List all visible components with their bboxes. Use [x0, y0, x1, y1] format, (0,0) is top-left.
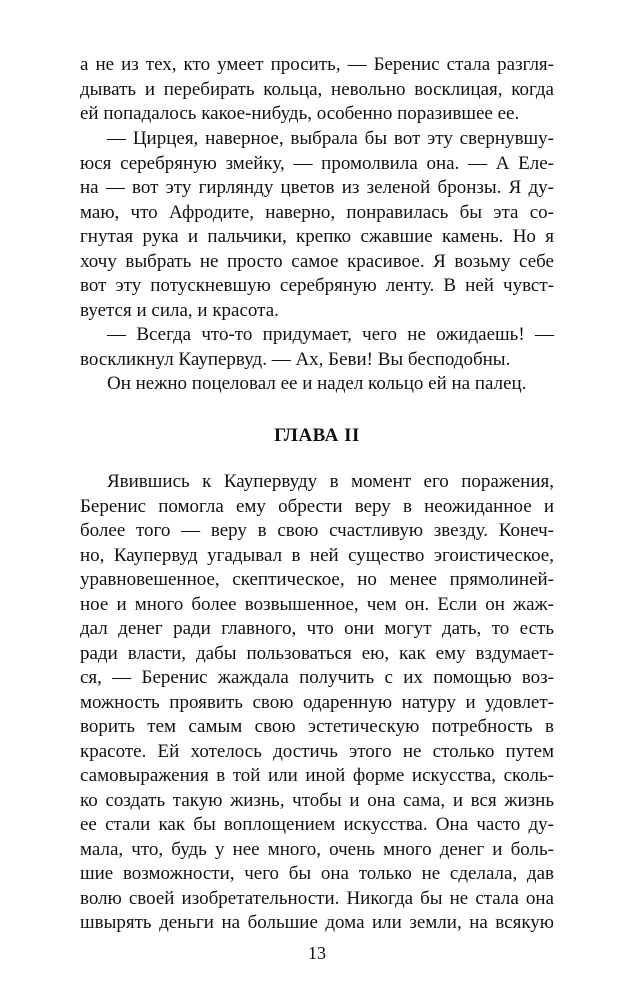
text-line: красоте. Ей хотелось достичь этого не столько путем: [80, 741, 554, 762]
text-line: швырять деньги на большие дома или земли, на всякую: [80, 912, 554, 933]
text-line: более того — веру в свою счастливую звезду. Конеч-: [80, 520, 554, 541]
text-line: уравновешенное, скептическое, но менее прямолиней-: [80, 569, 554, 590]
text-line: Беренис помогла ему обрести веру в неожиданное и: [80, 496, 554, 517]
text-line: Он нежно поцеловал ее и надел кольцо ей на палец.: [107, 373, 527, 394]
text-line: ворить тем самым свою эстетическую потребность в: [80, 716, 554, 737]
page-number: 13: [308, 943, 326, 963]
text-line: — Всегда что-то придумает, чего не ожидаешь! —: [107, 324, 554, 345]
text-line: маю, что Афродите, наверно, понравилась бы эта со-: [80, 202, 554, 223]
text-line: — Цирцея, наверное, выбрала бы вот эту свернувшу-: [107, 128, 554, 149]
text-line: а не из тех, кто умеет просить, — Беренис стала разгля-: [80, 54, 554, 75]
chapter-title: ГЛАВА II: [274, 425, 360, 446]
text-line: дал денег ради главного, что они могут дать, то есть: [80, 618, 554, 639]
text-line: ся, — Беренис жаждала получить с их помощью воз-: [80, 667, 554, 688]
text-line: юся серебряную змейку, — промолвила она. — А Еле-: [80, 153, 554, 174]
text-line: Явившись к Каупервуду в момент его поражения,: [107, 471, 554, 492]
text-line: ей попадалось какое-нибудь, особенно поразившее ее.: [80, 103, 520, 124]
text-line: волю своей изобретательности. Никогда бы не стала она: [80, 888, 554, 909]
text-line: мала, что, будь у нее много, очень много денег и боль-: [80, 839, 554, 860]
text-line: вуется и сила, и красота.: [80, 300, 279, 321]
text-line: на — вот эту гирлянду цветов из зеленой бронзы. Я ду-: [80, 177, 554, 198]
text-line: ное и много более возвышенное, чем он. Если он жаж-: [80, 594, 554, 615]
text-line: самовыражения в той или иной форме искусства, сколь-: [80, 765, 554, 786]
text-line: но, Каупервуд угадывал в ней существо эгоистическое,: [80, 545, 554, 566]
text-line: воскликнул Каупервуд. — Ах, Беви! Вы бесподобны.: [80, 349, 511, 370]
text-line: дывать и перебирать кольца, невольно восклицая, когда: [80, 79, 554, 100]
text-line: ее стали как бы воплощением искусства. Она часто ду-: [80, 814, 554, 835]
text-line: можность проявить свою одаренную натуру и удовлет-: [80, 692, 554, 713]
text-line: гнутая рука и пальчики, крепко сжавшие камень. Но я: [80, 226, 554, 247]
text-line: ради власти, дабы пользоваться ею, как ему вздумает-: [80, 643, 554, 664]
text-line: ко создать такую жизнь, чтобы и она сама, и вся жизнь: [80, 790, 554, 811]
text-line: вот эту потускневшую серебряную ленту. В ней чувст-: [80, 275, 554, 296]
text-line: хочу выбрать не просто самое красивое. Я возьму себе: [80, 251, 554, 272]
text-line: шие возможности, чего бы она только не сделала, дав: [80, 863, 554, 884]
